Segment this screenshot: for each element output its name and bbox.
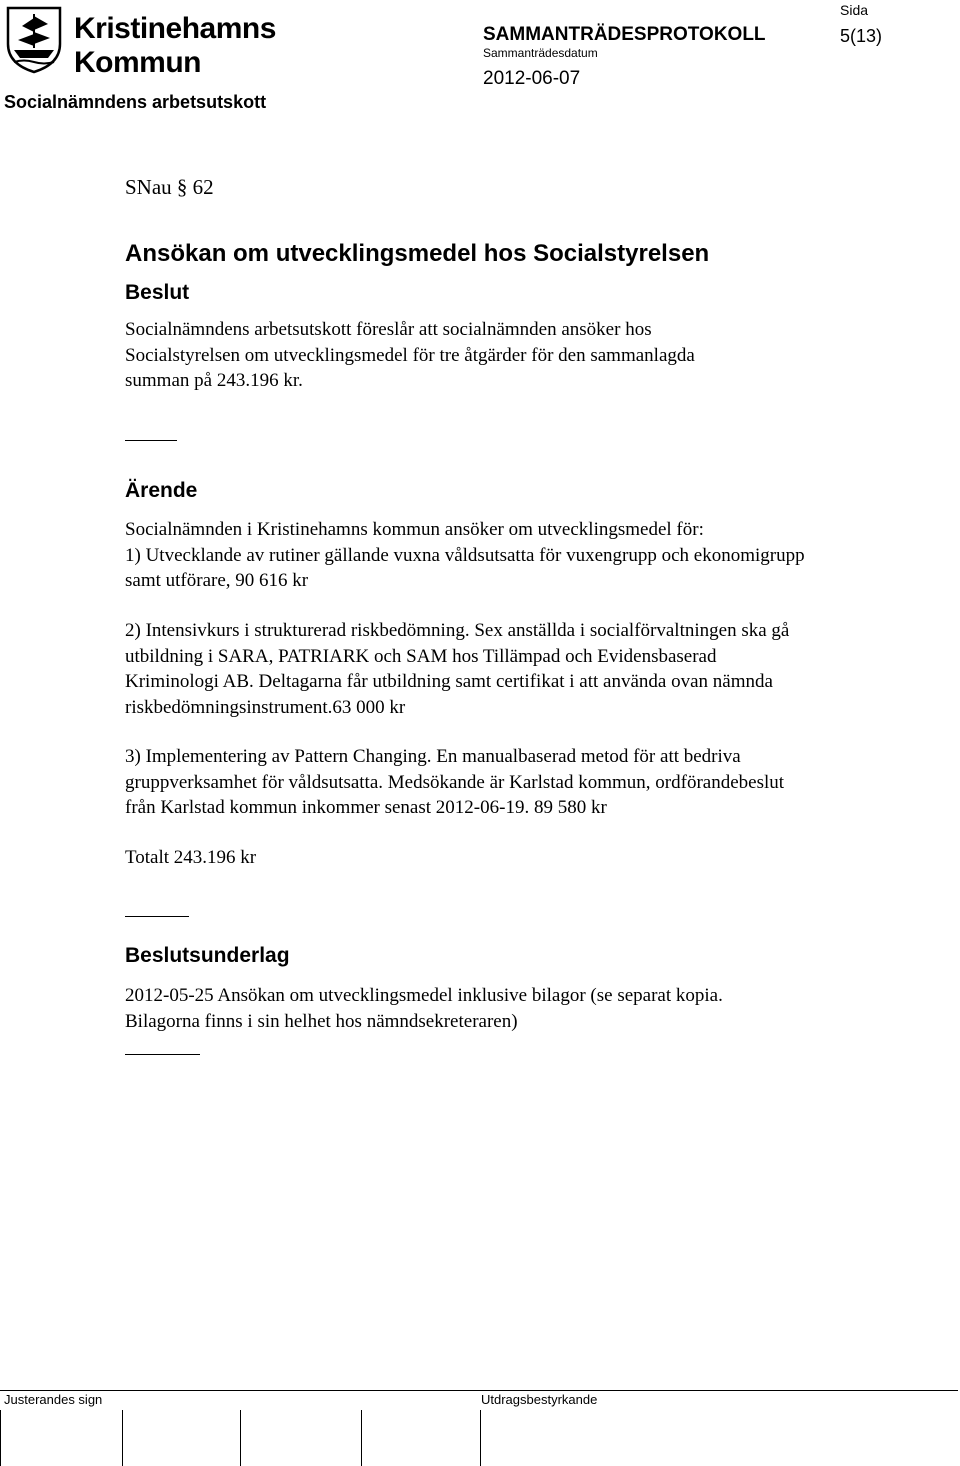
section-reference: SNau § 62	[125, 175, 214, 199]
footer-certification-label: Utdragsbestyrkande	[481, 1392, 598, 1407]
signature-box-divider	[361, 1410, 362, 1466]
beslutsunderlag-paragraph: 2012-05-25 Ansökan om utvecklingsmedel inklusive bilagor (se separat kopia. Bilagorna finns i sin helhet hos nämndsekreteraren)	[125, 985, 723, 1032]
document-type: SAMMANTRÄDESPROTOKOLL	[483, 24, 766, 45]
beslut-paragraph: Socialnämndens arbetsutskott föreslår att socialnämnden ansöker hos Socialstyrelsen om utvecklingsmedel för tre åtgärder för den sammanlagda summan på 243.196 kr.	[125, 319, 695, 391]
arende-intro-paragraph: Socialnämnden i Kristinehamns kommun ansöker om utvecklingsmedel för: 1) Utvecklande av rutiner gällande vuxna våldsutsatta för vuxengrupp och ekonomigrupp samt utförare, 90 616 kr	[125, 519, 805, 591]
total-amount: Totalt 243.196 kr	[125, 847, 257, 868]
page-number: 5(13)	[840, 26, 883, 46]
signature-box-divider	[240, 1410, 241, 1466]
separator-rule	[125, 916, 189, 917]
meeting-date: 2012-06-07	[483, 68, 581, 89]
beslut-heading: Beslut	[125, 281, 190, 304]
separator-rule	[125, 440, 177, 441]
beslutsunderlag-heading: Beslutsunderlag	[125, 944, 290, 967]
footer-divider	[0, 1390, 958, 1391]
municipality-crest-logo	[4, 4, 64, 74]
committee-name: Socialnämndens arbetsutskott	[4, 92, 267, 112]
logo-wordmark-line2: Kommun	[74, 46, 201, 79]
signature-box-divider	[480, 1410, 481, 1466]
signature-box-divider	[122, 1410, 123, 1466]
logo-wordmark-line1: Kristinehamns	[74, 12, 276, 45]
page-title: Ansökan om utvecklingsmedel hos Socialstyrelsen	[125, 240, 710, 267]
measure-item-2: 2) Intensivkurs i strukturerad riskbedömning. Sex anställda i socialförvaltningen ska gå utbildning i SARA, PATRIARK och SAM hos Tillämpad och Evidensbaserad Kriminologi AB. Deltagarna får utbildning samt certifikat i att använda ovan nämnda riskbedömningsinstrument.63 000 kr	[125, 620, 790, 718]
date-label: Sammanträdesdatum	[483, 46, 598, 60]
arende-heading: Ärende	[125, 479, 198, 502]
footer-sign-label: Justerandes sign	[4, 1392, 103, 1407]
page-label: Sida	[840, 2, 869, 18]
measure-item-3: 3) Implementering av Pattern Changing. En manualbaserad metod för att bedriva gruppverksamhet för våldsutsatta. Medsökande är Karlstad kommun, ordförandebeslut från Karlstad kommun inkommer senast 2012-06-19. 89 580 kr	[125, 746, 785, 818]
separator-rule	[125, 1054, 200, 1055]
signature-box-divider	[0, 1410, 1, 1466]
